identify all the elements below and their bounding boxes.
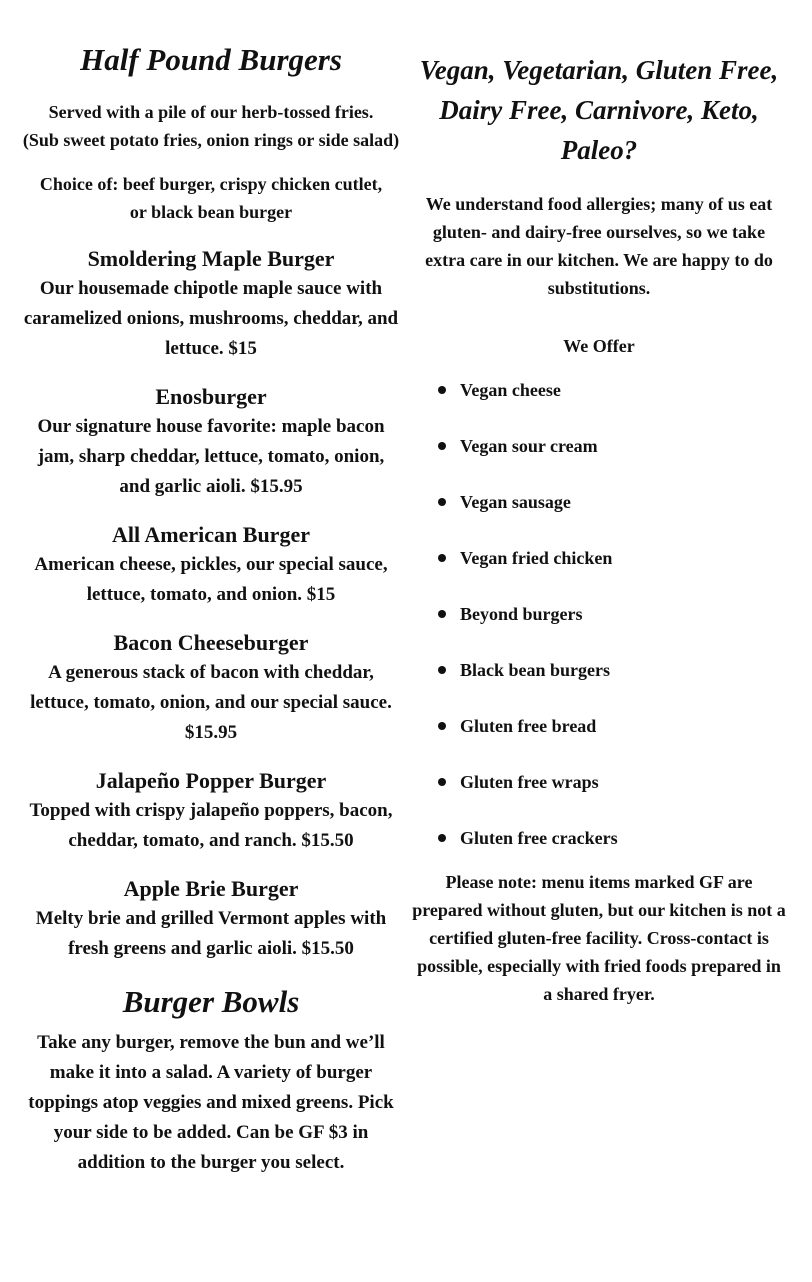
burgers-column <box>22 40 400 1178</box>
offer-item-label: Vegan sausage <box>460 492 571 512</box>
menu-item <box>22 244 400 364</box>
list-item <box>412 432 786 488</box>
menu-item <box>22 628 400 748</box>
menu-item-description: Melty brie and grilled Vermont apples with fresh greens and garlic aioli. $15.50 <box>35 908 387 959</box>
burgers-choice: Choice of: beef burger, crispy chicken cutlet, or black bean burger <box>39 174 383 222</box>
bullet-icon <box>438 778 446 786</box>
dietary-column <box>412 50 786 1008</box>
menu-item-description: Topped with crispy jalapeño poppers, bacon, cheddar, tomato, and ranch. $15.50 <box>29 800 393 851</box>
menu-item-description: Our signature house favorite: maple bacon jam, sharp cheddar, lettuce, tomato, onion, and garlic aioli. $15.95 <box>37 416 385 497</box>
offer-item-label: Black bean burgers <box>460 660 611 680</box>
dietary-intro: We understand food allergies; many of us eat gluten- and dairy-free ourselves, so we take extra care in our kitchen. We are happy to do substitutions. <box>425 194 773 298</box>
offer-heading: We Offer <box>563 336 635 356</box>
list-item <box>412 768 786 824</box>
list-item <box>412 712 786 768</box>
offer-list <box>412 376 786 868</box>
menu-item-name: Jalapeño Popper Burger <box>95 768 327 793</box>
bowls-description: Take any burger, remove the bun and we’ll make it into a salad. A variety of burger toppings atop veggies and mixed greens. Pick your side to be added. Can be GF $3 in addition to the burger you select. <box>28 1032 394 1173</box>
offer-item-label: Vegan cheese <box>460 380 561 400</box>
bullet-icon <box>438 442 446 450</box>
bullet-icon <box>438 610 446 618</box>
list-item <box>412 824 786 868</box>
bullet-icon <box>438 834 446 842</box>
burgers-section-title: Half Pound Burgers <box>80 42 342 77</box>
offer-item-label: Gluten free bread <box>460 716 597 736</box>
dietary-section-title: Vegan, Vegetarian, Gluten Free, Dairy Free, Carnivore, Keto, Paleo? <box>419 55 779 165</box>
menu-item-description: Our housemade chipotle maple sauce with caramelized onions, mushrooms, cheddar, and lettuce. $15 <box>23 278 399 359</box>
offer-item-label: Vegan sour cream <box>460 436 598 456</box>
bullet-icon <box>438 722 446 730</box>
offer-item-label: Vegan fried chicken <box>460 548 613 568</box>
bullet-icon <box>438 666 446 674</box>
bullet-icon <box>438 498 446 506</box>
offer-item-label: Gluten free wraps <box>460 772 599 792</box>
bullet-icon <box>438 554 446 562</box>
gluten-free-note: Please note: menu items marked GF are prepared without gluten, but our kitchen is not a certified gluten-free facility. Cross-contact is possible, especially with fried foods prepared in a shared fryer. <box>412 872 786 1004</box>
menu-item <box>22 874 400 964</box>
menu-item <box>22 520 400 610</box>
menu-item-name: Enosburger <box>155 384 267 409</box>
offer-item-label: Beyond burgers <box>460 604 583 624</box>
list-item <box>412 488 786 544</box>
menu-item-name: Apple Brie Burger <box>123 876 299 901</box>
menu-item <box>22 766 400 856</box>
bowls-section-title: Burger Bowls <box>122 984 300 1019</box>
menu-item <box>22 382 400 502</box>
menu-item-description: American cheese, pickles, our special sauce, lettuce, tomato, and onion. $15 <box>34 554 388 605</box>
menu-item-description: A generous stack of bacon with cheddar, lettuce, tomato, onion, and our special sauce. $15.95 <box>30 662 392 743</box>
list-item <box>412 656 786 712</box>
burgers-sides-note: (Sub sweet potato fries, onion rings or side salad) <box>22 130 400 150</box>
list-item <box>412 376 786 432</box>
list-item <box>412 600 786 656</box>
list-item <box>412 544 786 600</box>
bullet-icon <box>438 386 446 394</box>
menu-item-name: Bacon Cheeseburger <box>113 630 309 655</box>
burgers-intro: Served with a pile of our herb-tossed fries. <box>48 102 374 122</box>
offer-item-label: Gluten free crackers <box>460 828 618 848</box>
menu-item-name: Smoldering Maple Burger <box>87 246 335 271</box>
menu-item-name: All American Burger <box>112 522 310 547</box>
